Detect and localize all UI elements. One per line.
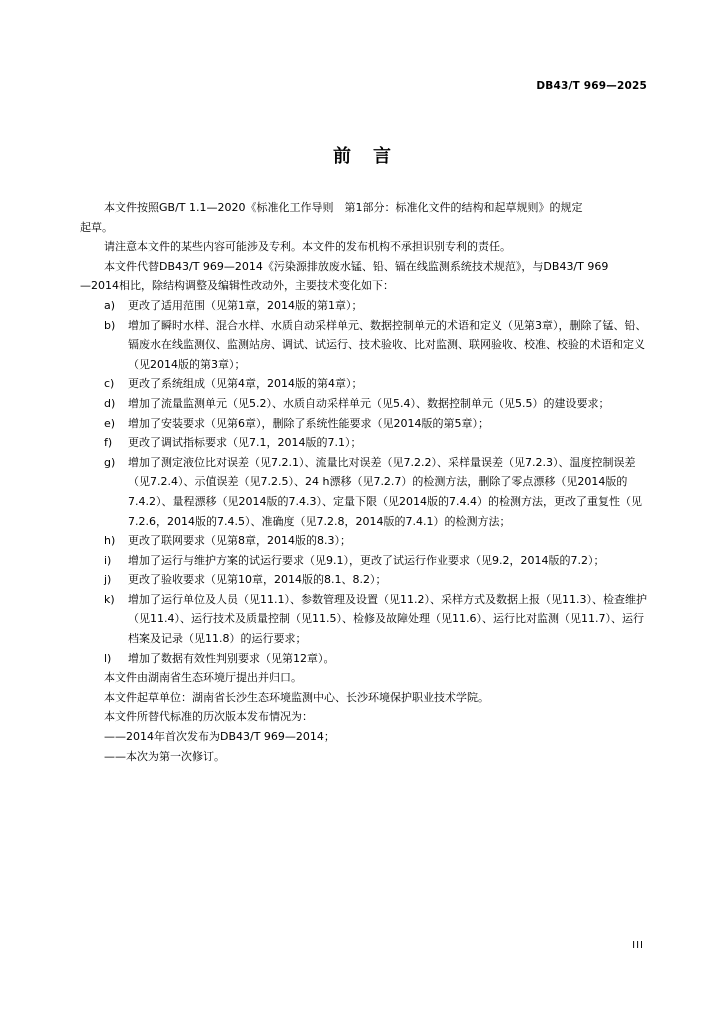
list-text: 增加了运行单位及人员（见11.1）、参数管理及设置（见11.2）、采样方式及数据上报（见11.3）、检查维护（见11.4）、运行技术及质量控制（见11.5）、检修及故障处理（见11.6）、运行比对监测（见11.7）、运行档案及记录（见11.8）的运行要求； — [128, 592, 647, 646]
list-marker: g) — [104, 455, 116, 469]
list-item — [104, 414, 648, 434]
list-marker: c) — [104, 377, 115, 391]
list-text: 更改了联网要求（见第8章，2014版的8.3）； — [128, 534, 351, 548]
list-item — [104, 551, 648, 571]
foreword-body — [80, 198, 648, 766]
list-item — [104, 590, 648, 649]
list-marker: a) — [104, 298, 116, 312]
paragraph-standard-basis-line1: 本文件按照GB/T 1.1—2020《标准化工作导则 第1部分：标准化文件的结构和起草规则》的规定 — [104, 201, 583, 214]
list-item — [104, 316, 648, 375]
list-item — [104, 531, 648, 551]
list-text: 增加了安装要求（见第6章），删除了系统性能要求（见2014版的第5章）； — [128, 416, 489, 430]
list-marker: i) — [104, 553, 112, 567]
paragraph-standard-basis-line2: 起草。 — [80, 220, 113, 234]
list-text: 增加了运行与维护方案的试运行要求（见9.1），更改了试运行作业要求（见9.2，2014版的7.2）； — [128, 553, 605, 567]
paragraph-proposer: 本文件由湖南省生态环境厅提出并归口。 — [104, 671, 302, 685]
list-item — [104, 374, 648, 394]
paragraph-replacement-line2: —2014相比，除结构调整及编辑性改动外，主要技术变化如下： — [80, 279, 394, 293]
list-item — [104, 394, 648, 414]
list-text: 更改了验收要求（见第10章，2014版的8.1、8.2）； — [128, 573, 387, 587]
paragraph-history-revision: ——本次为第一次修订。 — [104, 749, 225, 763]
list-item — [104, 649, 648, 669]
list-marker: h) — [104, 534, 116, 548]
list-item — [104, 453, 648, 531]
list-item — [104, 433, 648, 453]
list-marker: l) — [104, 651, 112, 665]
list-text: 增加了数据有效性判别要求（见第12章）。 — [128, 651, 335, 665]
list-text: 增加了瞬时水样、混合水样、水质自动采样单元、数据控制单元的术语和定义（见第3章），删除了锰、铅、镉废水在线监测仪、监测站房、调试、试运行、技术验收、比对监测、联网验收、校准、校验的术语和定义（见2014版的第3章）； — [128, 318, 647, 371]
list-marker: j) — [104, 573, 112, 587]
page-number: III — [632, 940, 644, 951]
list-item — [104, 296, 648, 316]
list-item — [104, 570, 648, 590]
page-title: 前言 — [333, 146, 413, 167]
list-text: 更改了调试指标要求（见7.1，2014版的7.1）； — [128, 436, 362, 450]
list-marker: k) — [104, 592, 115, 606]
paragraph-history-intro: 本文件所替代标准的历次版本发布情况为： — [104, 710, 313, 724]
paragraph-drafting-units: 本文件起草单位：湖南省长沙生态环境监测中心、长沙环境保护职业技术学院。 — [104, 690, 489, 704]
list-text: 更改了适用范围（见第1章，2014版的第1章）； — [128, 298, 363, 312]
document-code: DB43/T 969—2025 — [536, 80, 647, 92]
list-text: 更改了系统组成（见第4章，2014版的第4章）； — [128, 377, 363, 391]
list-marker: d) — [104, 396, 116, 410]
paragraph-patent-notice: 请注意本文件的某些内容可能涉及专利。本文件的发布机构不承担识别专利的责任。 — [104, 240, 511, 254]
list-text: 增加了流量监测单元（见5.2）、水质自动采样单元（见5.4）、数据控制单元（见5.5）的建设要求； — [128, 396, 610, 410]
changes-list — [104, 296, 648, 668]
list-marker: f) — [104, 436, 113, 450]
list-marker: b) — [104, 318, 116, 332]
paragraph-history-first: ——2014年首次发布为DB43/T 969—2014； — [104, 730, 335, 744]
paragraph-replacement-line1: 本文件代替DB43/T 969—2014《污染源排放废水锰、铅、镉在线监测系统技术规范》，与DB43/T 969 — [104, 259, 609, 273]
list-marker: e) — [104, 416, 116, 430]
list-text: 增加了测定液位比对误差（见7.2.1）、流量比对误差（见7.2.2）、采样量误差（见7.2.3）、温度控制误差（见7.2.4）、示值误差（见7.2.5）、24 h漂移（见7.2.7）的检测方法，删除了零点漂移（见2014版的7.4.2）、量程漂移（见2014版的7.4.3）、定量下限（见2014版的7.4.4）的检测方法，更改了重复性（见7.2.6，2014版的7.4.5）、准确度（见7.2.8，2014版的7.4.1）的检测方法； — [128, 455, 642, 528]
